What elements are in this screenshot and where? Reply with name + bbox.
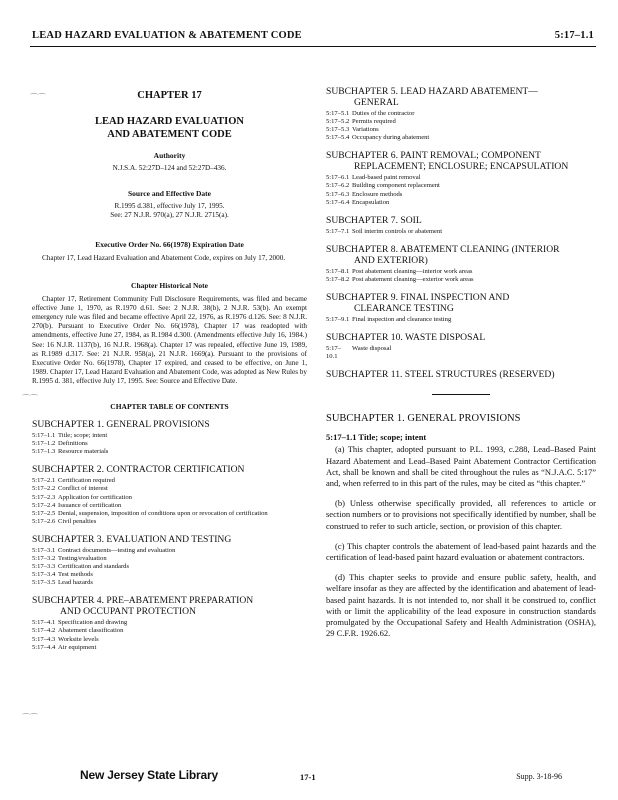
toc-subchapter-title — [32, 534, 307, 545]
toc-subchapter-title-cont: GENERAL — [354, 97, 399, 108]
toc-subchapter-title — [326, 244, 596, 266]
toc-entry-label: Contract documents—testing and evaluation — [58, 546, 176, 554]
toc-entry-number: 5:17–5.3 — [326, 126, 350, 134]
toc-subchapter-title-text: SUBCHAPTER 8. ABATEMENT CLEANING (INTERIOR — [326, 243, 560, 255]
toc-entry-label: Post abatement cleaning—exterior work areas — [352, 275, 474, 283]
toc-subchapter-title — [326, 332, 596, 343]
toc-subchapter — [32, 534, 307, 587]
toc-entry-label: Resource materials — [58, 448, 109, 456]
toc-entry-label: Specification and drawing — [58, 619, 128, 627]
toc-entry — [326, 276, 596, 284]
toc-entry-label: Title; scope; intent — [58, 432, 108, 440]
subchapter-heading: SUBCHAPTER 1. GENERAL PROVISIONS — [326, 413, 521, 425]
authority-text: N.J.S.A. 52:27D–124 and 52:27D–436. — [112, 164, 227, 172]
toc-entry-label: Conflict of interest — [58, 485, 108, 493]
toc-entry — [32, 494, 307, 502]
toc-entry-label: Building component replacement — [352, 182, 440, 190]
toc-entry-number: 5:17–4.1 — [32, 619, 56, 627]
toc-subchapter-title-text: SUBCHAPTER 6. PAINT REMOVAL; COMPONENT — [326, 150, 541, 162]
toc-entry-number: 5:17–3.4 — [32, 571, 56, 579]
toc-subchapter-title — [326, 150, 596, 172]
toc-entry — [326, 182, 596, 190]
toc-entry-number: 5:17–3.3 — [32, 563, 56, 571]
toc-entry-number: 5:17–9.1 — [326, 316, 350, 324]
toc-subchapter-title-text: SUBCHAPTER 4. PRE–ABATEMENT PREPARATION — [32, 595, 254, 607]
section-divider — [432, 394, 490, 395]
scan-mark: ⌒⌒ — [22, 713, 38, 722]
toc-entry-number: 5:17–3.2 — [32, 554, 56, 562]
toc-entry — [32, 510, 307, 518]
eo-heading: Executive Order No. 66(1978) Expiration Date — [95, 240, 244, 249]
toc-entry — [32, 579, 307, 587]
toc-entry-label: Permits required — [352, 118, 396, 126]
toc-subchapter — [326, 369, 596, 380]
toc-entry-number: 5:17–2.3 — [32, 493, 56, 501]
toc-entry-label: Application for certification — [58, 493, 132, 501]
toc-entry — [32, 477, 307, 485]
toc-entry — [32, 619, 307, 627]
left-column — [32, 86, 307, 660]
toc-entry — [32, 518, 307, 526]
toc-entry-number: 5:17–2.4 — [32, 501, 56, 509]
toc-entry-label: Post abatement cleaning—interior work areas — [352, 267, 473, 275]
toc-entry-number: 5:17–4.3 — [32, 635, 56, 643]
paragraph-b: (b) Unless otherwise specifically provided, all references to article or section numbers or to provisions not specifically identified by number, shall be construed to refer to such article, section, or provision of this chapter. — [326, 498, 596, 531]
supplement-date: Supp. 3-18-96 — [516, 772, 562, 781]
toc-entry — [32, 547, 307, 555]
toc-entry-number: 5:17–6.1 — [326, 174, 350, 182]
toc-entry-label: Certification required — [58, 477, 115, 485]
toc-entry-label: Civil penalties — [58, 517, 97, 525]
toc-subchapter-title — [326, 292, 596, 314]
chapter-number: CHAPTER 17 — [137, 90, 202, 101]
toc-entry — [326, 228, 596, 236]
toc-entry-label: Encapsulation — [352, 198, 390, 206]
toc-entry-label: Occupancy during abatement — [352, 134, 430, 142]
toc-entry — [32, 485, 307, 493]
toc-heading: CHAPTER TABLE OF CONTENTS — [110, 402, 229, 412]
toc-subchapter-title-cont: AND OCCUPANT PROTECTION — [60, 606, 196, 618]
running-header — [32, 30, 594, 41]
historical-note-heading: Chapter Historical Note — [131, 281, 208, 291]
toc-subchapter-title-text: SUBCHAPTER 7. SOIL — [326, 214, 422, 226]
toc-entry — [32, 555, 307, 563]
toc-entry — [326, 126, 596, 134]
toc-subchapter — [326, 86, 596, 142]
toc-entry-label: Lead-based paint removal — [352, 174, 421, 182]
toc-subchapter-title — [326, 215, 596, 226]
chapter-title-line: AND ABATEMENT CODE — [107, 129, 232, 140]
library-stamp: New Jersey State Library — [80, 768, 218, 782]
toc-entry-number: 5:17–6.4 — [326, 198, 350, 206]
toc-list-left — [32, 419, 307, 652]
toc-subchapter — [326, 150, 596, 206]
chapter-title-line: LEAD HAZARD EVALUATION — [95, 116, 244, 127]
toc-entry-number: 5:17–2.1 — [32, 477, 56, 485]
toc-subchapter — [326, 292, 596, 324]
header-rule — [30, 46, 596, 47]
toc-entry-label: Lead hazards — [58, 579, 93, 587]
toc-entry-label: Definitions — [58, 440, 88, 448]
toc-entry — [326, 134, 596, 142]
toc-subchapter-title-text: SUBCHAPTER 3. EVALUATION AND TESTING — [32, 533, 232, 545]
toc-subchapter — [32, 595, 307, 651]
toc-entry-label: Issuance of certification — [58, 501, 122, 509]
toc-entry-number: 5:17–10.1 — [326, 345, 342, 361]
toc-entry-label: Test methods — [58, 571, 93, 579]
toc-subchapter-title-text: SUBCHAPTER 2. CONTRACTOR CERTIFICATION — [32, 464, 245, 476]
toc-subchapter-title-text: SUBCHAPTER 11. STEEL STRUCTURES (RESERVED) — [326, 369, 555, 381]
toc-entry — [32, 627, 307, 635]
toc-entry-label: Testing/evaluation — [58, 554, 107, 562]
toc-subchapter-title-text: SUBCHAPTER 10. WASTE DISPOSAL — [326, 332, 486, 344]
toc-subchapter-title-cont: AND EXTERIOR) — [354, 254, 428, 266]
toc-subchapter-title-cont: REPLACEMENT; ENCLOSURE; ENCAPSULATION — [354, 161, 569, 173]
toc-entry-number: 5:17–2.6 — [32, 517, 56, 525]
toc-entry — [32, 571, 307, 579]
scan-mark: ⌒⌒ — [30, 93, 46, 102]
toc-entry-number: 5:17–1.1 — [32, 432, 56, 440]
toc-entry — [326, 174, 596, 182]
section-caption: 5:17–1.1 Title; scope; intent — [326, 432, 427, 443]
toc-entry-number: 5:17–1.3 — [32, 448, 56, 456]
toc-entry-number: 5:17–3.1 — [32, 546, 56, 554]
toc-entry-number: 5:17–1.2 — [32, 440, 56, 448]
toc-subchapter-title — [326, 369, 596, 380]
paragraph-d: (d) This chapter seeks to provide and ensure public safety, health, and welfare insofar as they are affected by the identification and abatement of lead-based paint hazards. It is not intended to, nor shall it be construed to, conflict with or limit the applicability of the lead exposure in construction standards promulgated by the Occupational Safety and Health Administration (OSHA), 29 C.F.R. 1926.62. — [326, 572, 596, 639]
toc-entry — [32, 448, 307, 456]
toc-entry-number: 5:17–6.2 — [326, 182, 350, 190]
source-line: See: 27 N.J.R. 970(a), 27 N.J.R. 2715(a). — [110, 211, 229, 219]
source-line: R.1995 d.381, effective July 17, 1995. — [114, 202, 225, 210]
toc-entry-number: 5:17–8.1 — [326, 267, 350, 275]
source-heading: Source and Effective Date — [128, 189, 211, 198]
toc-subchapter-title — [32, 464, 307, 475]
toc-entry-label: Abatement classification — [58, 627, 124, 635]
toc-entry-label: Denial, suspension, imposition of conditions upon or revocation of certification — [58, 509, 268, 517]
toc-entry-number: 5:17–8.2 — [326, 275, 350, 283]
toc-entry-number: 5:17–4.2 — [32, 627, 56, 635]
toc-entry-number: 5:17–2.5 — [32, 509, 56, 517]
toc-entry — [326, 268, 596, 276]
toc-entry-label: Soil interim controls or abatement — [352, 227, 443, 235]
toc-entry-label: Final inspection and clearance testing — [352, 316, 452, 324]
header-title: LEAD HAZARD EVALUATION & ABATEMENT CODE — [32, 30, 302, 41]
toc-entry — [326, 316, 596, 324]
authority-heading: Authority — [153, 151, 186, 160]
toc-entry — [326, 118, 596, 126]
toc-subchapter-title-text: SUBCHAPTER 9. FINAL INSPECTION AND — [326, 292, 510, 304]
toc-entry-label: Air equipment — [58, 643, 97, 651]
toc-entry — [326, 345, 596, 361]
toc-entry-label: Enclosure methods — [352, 190, 403, 198]
header-section-number: 5:17–1.1 — [554, 30, 594, 41]
toc-entry-number: 5:17–5.4 — [326, 134, 350, 142]
toc-subchapter-title — [326, 86, 596, 108]
page-number: 17-1 — [300, 772, 316, 782]
chapter-title — [32, 115, 307, 141]
toc-entry — [326, 199, 596, 207]
toc-subchapter — [32, 419, 307, 456]
toc-subchapter-title — [32, 419, 307, 430]
toc-entry — [32, 502, 307, 510]
toc-entry-label: Duties of the contractor — [352, 110, 415, 117]
toc-subchapter — [32, 464, 307, 526]
toc-subchapter — [326, 332, 596, 361]
toc-entry-number: 5:17–4.4 — [32, 643, 56, 651]
paragraph-c: (c) This chapter controls the abatement of lead-based paint hazards and the certification of lead-based paint hazard evaluation or abatement contractors. — [326, 540, 596, 562]
toc-entry-number: 5:17–6.3 — [326, 190, 350, 198]
toc-list-right — [326, 86, 596, 380]
toc-subchapter-title-text: SUBCHAPTER 5. LEAD HAZARD ABATEMENT— — [326, 86, 538, 97]
historical-note-text: Chapter 17, Retirement Community Full Disclosure Requirements, was filed and became effective June 1, 1970, as R.1970 d.61. See: 2 N.J.R. 38(b), 2 N.J.R. 53(b). An exempt emergency rule was filed and became effective April 22, 1976, as R.1976 d.126. See: 8 N.J.R. 270(b). Pursuant to Executive Order No. 66(1978), Chapter 17 was readopted with amendments, effective June 27, 1984, as R.1984 d.300. (Amendments effective July 16, 1984.) See: 16 N.J.R. 1137(b), 16 N.J.R. 1968(a). Chapter 17 was repealed, effective June 19, 1989, as R.1989 d.317. See: 21 N.J.R. 958(a), 21 N.J.R. 1669(a). Pursuant to the provisions of Executive Order No. 66(1978), Chapter 17 expired, and ceased to be effective, on June 1, 1989. Chapter 17, Lead Hazard Evaluation and Abatement Code, was adopted as New Rules by R.1995 d. 381, effective July 17, 1995. See: Source and Effective Date. — [32, 295, 307, 385]
toc-entry — [326, 191, 596, 199]
toc-subchapter-title — [32, 595, 307, 617]
toc-entry-label: Waste disposal — [352, 345, 392, 353]
eo-text: Chapter 17, Lead Hazard Evaluation and Abatement Code, expires on July 17, 2000. — [42, 254, 286, 262]
toc-entry-number: 5:17–2.2 — [32, 485, 56, 493]
toc-entry — [326, 110, 596, 118]
scan-mark: ⌒⌒ — [22, 394, 38, 403]
toc-entry — [32, 636, 307, 644]
toc-subchapter-title-cont: CLEARANCE TESTING — [354, 303, 454, 315]
toc-entry — [32, 440, 307, 448]
right-column — [326, 86, 596, 639]
toc-entry-label: Worksite levels — [58, 635, 99, 643]
toc-entry — [32, 563, 307, 571]
toc-entry-label: Certification and standards — [58, 563, 130, 571]
toc-entry — [32, 644, 307, 652]
toc-entry-number: 5:17–5.1 — [326, 110, 350, 117]
paragraph-a: (a) This chapter, adopted pursuant to P.L. 1993, c.288, Lead–Based Paint Hazard Abatement and Lead–Based Paint Abatement Contractor Certification Act, shall be known and shall be cited throughout the rules as “N.J.A.C. 5:17” and, when referred to in this part of the rules, may be cited as “this chapter.” — [326, 444, 596, 488]
toc-entry-number: 5:17–7.1 — [326, 227, 350, 235]
toc-entry-number: 5:17–3.5 — [32, 579, 56, 587]
toc-subchapter — [326, 244, 596, 284]
toc-entry-number: 5:17–5.2 — [326, 118, 350, 126]
toc-subchapter — [326, 215, 596, 236]
toc-entry — [32, 432, 307, 440]
toc-entry-label: Variations — [352, 126, 379, 134]
toc-subchapter-title-text: SUBCHAPTER 1. GENERAL PROVISIONS — [32, 419, 210, 431]
